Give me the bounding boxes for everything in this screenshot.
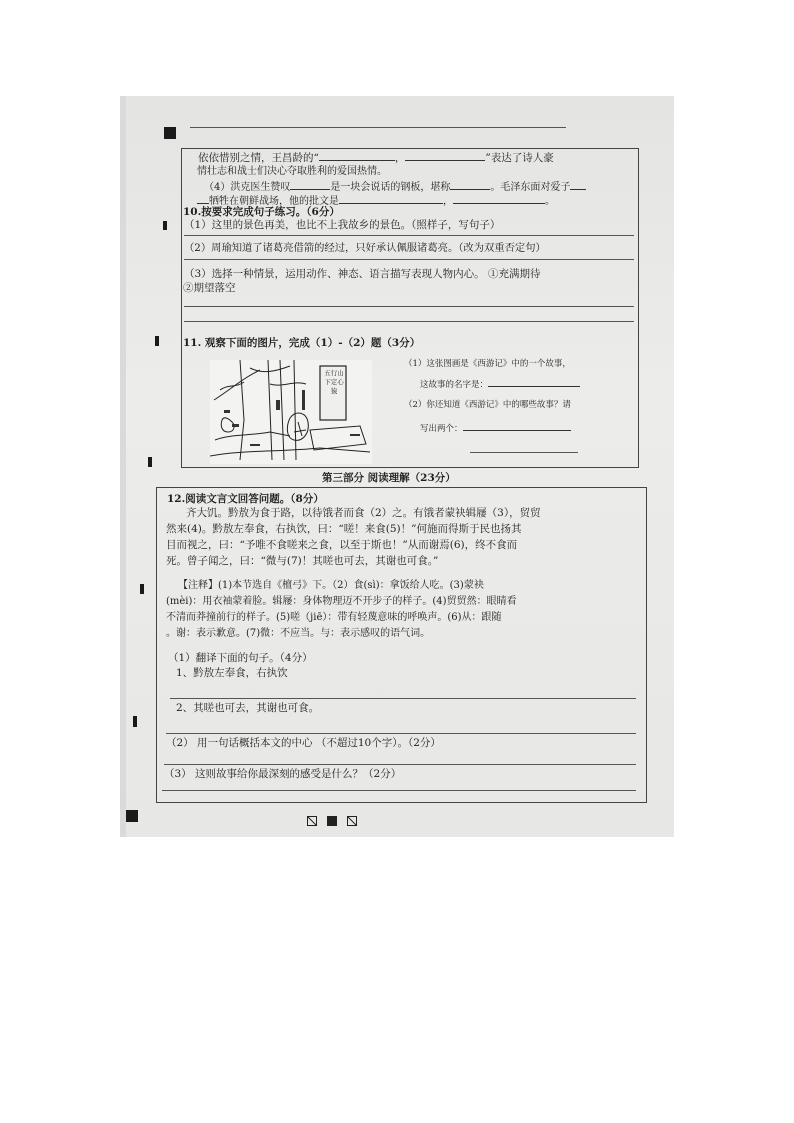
q10-title: 10.按要求完成句子练习。（6分）: [183, 206, 340, 218]
answer-blank[interactable]: [405, 150, 485, 161]
journey-west-picture: [210, 360, 372, 464]
q12-task1-sentence1: 1、黔敖左奉食，右执饮: [176, 667, 288, 679]
q12-note-line4: 。谢：表示歉意。(7)微：不应当。与：表示感叹的语气词。: [166, 628, 431, 639]
answer-line[interactable]: [470, 452, 578, 453]
answer-line[interactable]: [164, 764, 636, 765]
q12-task3: （3） 这则故事给你最深刻的感受是什么？（2分）: [164, 768, 402, 780]
ink-drawing: [210, 360, 372, 464]
answer-blank[interactable]: [463, 422, 571, 431]
side-mark: [163, 221, 167, 230]
q12-text-line2: 然来(4)。黔敖左奉食，右执饮，曰：“嗟！来食(5)！”何施而得斯于民也扬其: [166, 523, 522, 535]
answer-line[interactable]: [184, 321, 634, 322]
answer-line[interactable]: [184, 235, 634, 236]
side-mark: [148, 457, 152, 467]
q10-item3-option: ②期望落空: [183, 282, 236, 294]
side-mark: [140, 584, 144, 594]
part3-heading: 第三部分 阅读理解（23分）: [322, 472, 456, 484]
q12-task1-sentence2: 2、其嗟也可去，其谢也可食。: [176, 702, 320, 714]
header-rule: [190, 127, 566, 128]
answer-blank[interactable]: [488, 378, 580, 387]
q11-part1-answer: 这故事的名字是：: [420, 378, 580, 392]
q12-note-line1: 【注释】(1)本节选自《檀弓》下。（2）食(sì)：拿饭给人吃。(3)蒙袂: [178, 580, 484, 591]
answer-blank[interactable]: [570, 179, 586, 190]
q10-item1: （1）这里的景色再美，也比不上我故乡的景色。（照样子，写句子）: [184, 219, 501, 231]
answer-line[interactable]: [170, 698, 636, 699]
q12-text-line3: 目而视之，曰：“予唯不食嗟来之食，以至于斯也！”从而谢焉(6)，终不食而: [166, 539, 518, 551]
q9-line4: 牺牲在朝鲜战场，他的批文是 ， 。: [197, 193, 555, 208]
corner-mark: [126, 810, 138, 822]
q11-part2-answer: 写出两个：: [420, 422, 571, 436]
side-mark: [155, 336, 159, 346]
q10-item2: （2）周瑜知道了诸葛亮借箭的经过，只好承认佩服诸葛亮。（改为双重否定句）: [184, 242, 546, 254]
answer-line[interactable]: [162, 790, 636, 791]
q12-text-line1: 齐大饥。黔敖为食于路，以待饿者而食（2）之。有饿者蒙袂辑屦（3），贸贸: [186, 507, 541, 519]
answer-line[interactable]: [166, 733, 636, 734]
corner-mark: [164, 127, 176, 139]
slash-box-mark: [347, 816, 357, 826]
q12-note-line2: (mèi)：用衣袖蒙着脸。辑屦：身体物理迈不开步子的样子。(4)贸贸然：眼睛看: [166, 596, 517, 607]
answer-line[interactable]: [184, 306, 634, 307]
q10-item3: （3）选择一种情景，运用动作、神态、语言描写表现人物内心。 ①充满期待: [184, 268, 541, 280]
exam-sheet: [126, 96, 674, 837]
q12-title: 12.阅读文言文回答问题。（8分）: [167, 493, 324, 505]
q11-title: 11. 观察下面的图片，完成（1）-（2）题（3分）: [183, 337, 421, 349]
tablet-inscription: 五行山下定心猿: [324, 369, 344, 395]
q12-task1: （1）翻译下面的句子。（4分）: [168, 652, 313, 664]
q9-line2: 情壮志和战士们决心夺取胜利的爱国热情。: [197, 166, 387, 177]
answer-blank[interactable]: [453, 193, 545, 204]
answer-blank[interactable]: [197, 193, 209, 204]
answer-line[interactable]: [184, 259, 634, 260]
answer-blank[interactable]: [319, 150, 395, 161]
q9-line3: （4）洪克医生赞叹 是一块会说话的钢板，堪称 。毛泽东面对爱子: [204, 179, 586, 194]
q11-part2: （2）你还知道《西游记》中的哪些故事？请: [404, 400, 571, 410]
q12-note-line3: 不清而莽撞前行的样子。(5)嗟（jiē）：带有轻蔑意味的呼唤声。(6)从：跟随: [166, 612, 502, 623]
slash-box-mark: [307, 816, 317, 826]
q9-line1: 依依惜别之情，王昌龄的“ ， ”表达了诗人豪: [198, 152, 554, 164]
filled-box-mark: [327, 816, 337, 826]
scanned-photo: [120, 96, 674, 837]
answer-blank[interactable]: [290, 179, 330, 190]
q12-text-line4: 死。曾子闻之，曰：“微与(7)！其嗟也可去，其谢也可食。”: [166, 555, 439, 567]
q11-part1: （1）这张图画是《西游记》中的一个故事，: [404, 359, 571, 369]
q12-task2: （2） 用一句话概括本文的中心 （不超过10个字）。（2分）: [166, 737, 441, 749]
side-mark: [133, 716, 137, 727]
answer-blank[interactable]: [339, 193, 443, 204]
answer-blank[interactable]: [450, 179, 490, 190]
